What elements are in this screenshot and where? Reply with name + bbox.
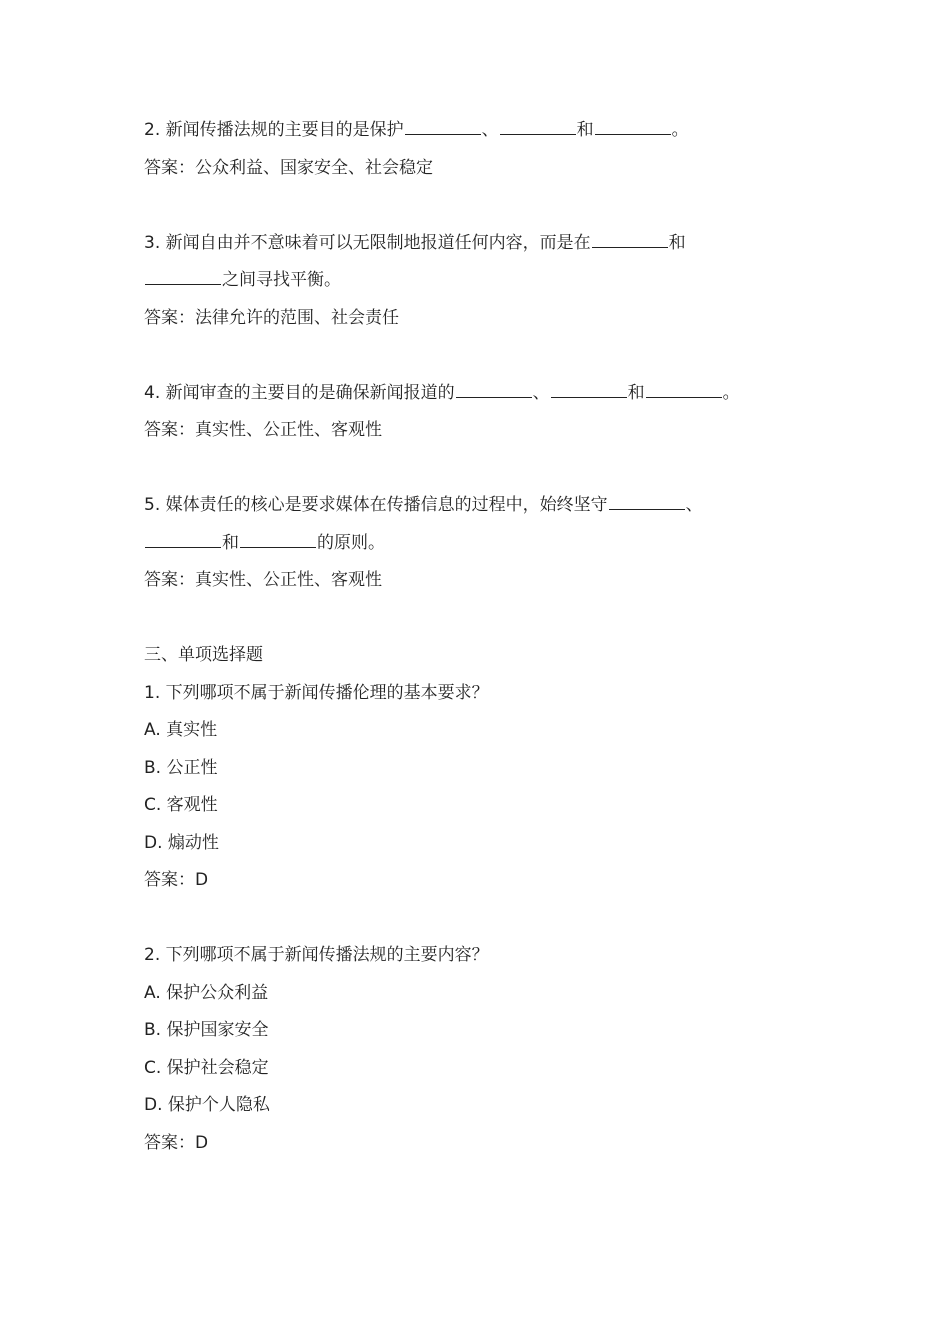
answer-blank [592, 230, 668, 248]
question-line-continued: 和 的原则。 [144, 525, 784, 563]
answer-line: 答案：D [144, 1132, 209, 1153]
choice-question: 2. 下列哪项不属于新闻传播法规的主要内容？ [144, 945, 489, 965]
choice-question: 1. 下列哪项不属于新闻传播伦理的基本要求？ [144, 682, 489, 703]
question-number: 4. [144, 382, 161, 403]
question-line: 5. 媒体责任的核心是要求媒体在传播信息的过程中，始终坚守 、 [144, 487, 784, 525]
answer-line: 答案：真实性、公正性、客观性 [144, 420, 382, 440]
answer-blank [145, 267, 221, 285]
question-number: 3. [144, 232, 161, 253]
answer-line: 答案：真实性、公正性、客观性 [144, 570, 382, 590]
answer-blank [551, 380, 627, 398]
question-text: 新闻传播法规的主要目的是保护 [165, 120, 404, 140]
question-line: 3. 新闻自由并不意味着可以无限制地报道任何内容，而是在 和 [144, 225, 784, 263]
choice-option: A. 真实性 [144, 720, 218, 740]
choice-option: D. 保护个人隐私 [144, 1095, 270, 1115]
choice-option: A. 保护公众利益 [144, 982, 269, 1003]
answer-blank [145, 530, 221, 548]
answer-line: 答案：法律允许的范围、社会责任 [144, 307, 399, 328]
question-line: 4. 新闻审查的主要目的是确保新闻报道的 、 和 。 [144, 375, 784, 413]
question-text: 新闻自由并不意味着可以无限制地报道任何内容，而是在 [165, 232, 591, 253]
question-text: 新闻审查的主要目的是确保新闻报道的 [165, 382, 455, 403]
section-title: 三、单项选择题 [144, 645, 263, 665]
question-number: 2. [144, 120, 161, 140]
answer-blank [456, 380, 532, 398]
answer-blank [595, 117, 671, 135]
answer-line: 答案：公众利益、国家安全、社会稳定 [144, 157, 433, 178]
question-number: 5. [144, 495, 161, 515]
question-line: 2. 新闻传播法规的主要目的是保护 、 和 。 [144, 112, 784, 150]
choice-option: C. 客观性 [144, 795, 218, 815]
question-line-continued: 之间寻找平衡。 [144, 262, 784, 300]
answer-blank [405, 117, 481, 135]
document-page [144, 112, 784, 1162]
choice-option: B. 公正性 [144, 757, 218, 778]
answer-blank [609, 492, 685, 510]
answer-line: 答案：D [144, 870, 209, 890]
answer-blank [646, 380, 722, 398]
choice-option: B. 保护国家安全 [144, 1020, 269, 1040]
choice-option: D. 煽动性 [144, 832, 219, 853]
answer-blank [500, 117, 576, 135]
answer-blank [240, 530, 316, 548]
choice-option: C. 保护社会稳定 [144, 1057, 269, 1078]
question-text: 媒体责任的核心是要求媒体在传播信息的过程中，始终坚守 [165, 495, 608, 515]
